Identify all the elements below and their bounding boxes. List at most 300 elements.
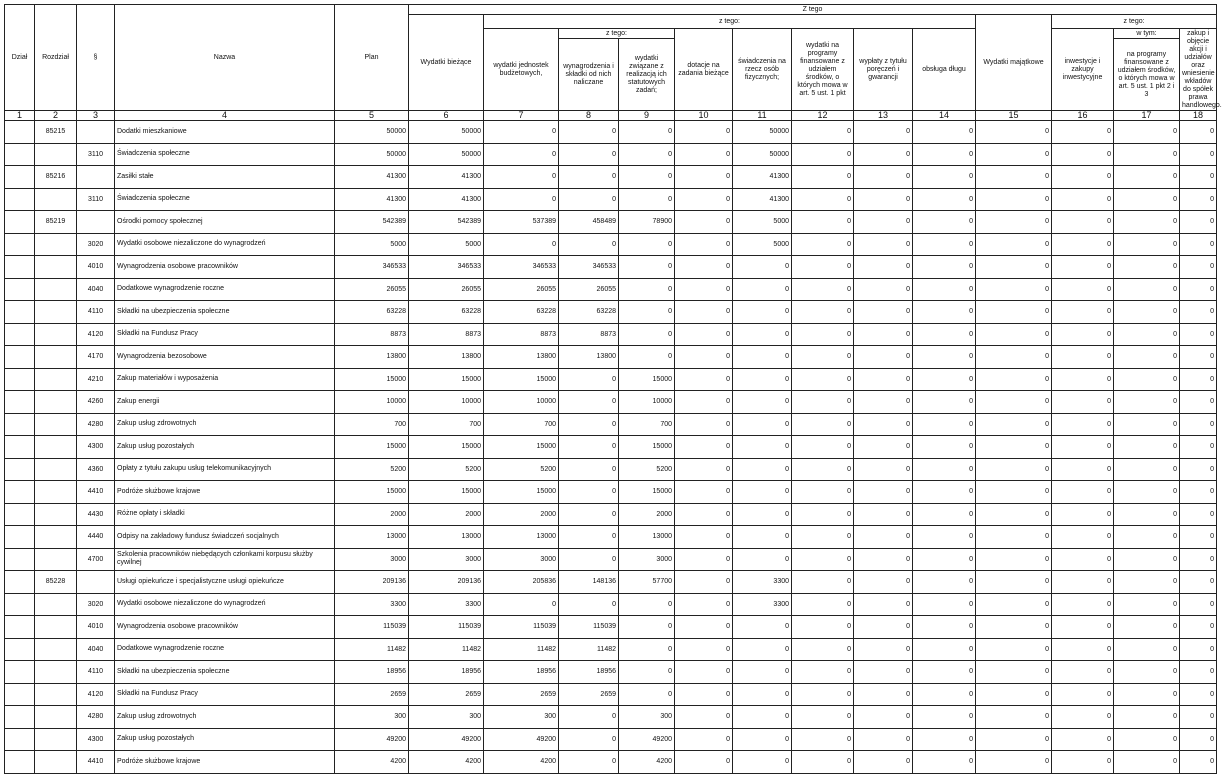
cell-value: 0	[792, 616, 854, 639]
cell-dzial	[5, 166, 35, 189]
column-number: 9	[619, 111, 675, 121]
column-number: 1	[5, 111, 35, 121]
cell-nazwa: Zakup materiałów i wyposażenia	[115, 368, 335, 391]
cell-value: 0	[733, 323, 792, 346]
cell-value: 0	[792, 571, 854, 594]
cell-rozdzial	[35, 458, 77, 481]
cell-value: 0	[1180, 413, 1217, 436]
cell-value: 0	[1180, 436, 1217, 459]
cell-value: 0	[792, 593, 854, 616]
cell-value: 0	[675, 458, 733, 481]
cell-value: 0	[792, 188, 854, 211]
table-row	[5, 121, 1217, 144]
cell-rozdzial: 85215	[35, 121, 77, 144]
cell-dzial	[5, 548, 35, 571]
cell-value: 2659	[559, 683, 619, 706]
cell-value: 0	[792, 278, 854, 301]
cell-dzial	[5, 368, 35, 391]
cell-value: 0	[733, 458, 792, 481]
cell-value: 0	[1052, 346, 1114, 369]
cell-rozdzial	[35, 526, 77, 549]
cell-value: 0	[913, 166, 976, 189]
cell-value: 0	[913, 121, 976, 144]
cell-value: 11482	[335, 638, 409, 661]
cell-value: 13000	[409, 526, 484, 549]
cell-value: 0	[1180, 458, 1217, 481]
cell-value: 0	[792, 751, 854, 774]
table-row	[5, 278, 1217, 301]
cell-value: 0	[913, 278, 976, 301]
column-number: 18	[1180, 111, 1217, 121]
cell-nazwa: Wynagrodzenia osobowe pracowników	[115, 616, 335, 639]
table-row	[5, 503, 1217, 526]
cell-value: 0	[913, 413, 976, 436]
cell-paragraf: 4260	[77, 391, 115, 414]
header-z-tego-top: Z tego	[409, 5, 1217, 15]
column-number: 5	[335, 111, 409, 121]
cell-value: 0	[675, 436, 733, 459]
cell-value: 0	[1052, 751, 1114, 774]
cell-value: 537389	[484, 211, 559, 234]
cell-value: 0	[1180, 166, 1217, 189]
cell-value: 0	[675, 481, 733, 504]
cell-value: 0	[1180, 188, 1217, 211]
cell-value: 346533	[409, 256, 484, 279]
cell-rozdzial	[35, 593, 77, 616]
cell-value: 0	[976, 436, 1052, 459]
cell-value: 0	[1180, 526, 1217, 549]
cell-value: 0	[854, 503, 913, 526]
cell-value: 2000	[409, 503, 484, 526]
table-row	[5, 751, 1217, 774]
cell-value: 0	[484, 143, 559, 166]
column-number: 11	[733, 111, 792, 121]
cell-nazwa: Wydatki osobowe niezaliczone do wynagrodzeń	[115, 593, 335, 616]
cell-value: 11482	[484, 638, 559, 661]
header-akcje: zakup i objęcie akcji i udziałów oraz wniesienie wkładów do spółek prawa handlowego.	[1180, 29, 1217, 111]
cell-value: 0	[854, 706, 913, 729]
cell-value: 0	[1114, 233, 1180, 256]
cell-value: 700	[484, 413, 559, 436]
cell-paragraf: 4120	[77, 683, 115, 706]
cell-value: 0	[559, 188, 619, 211]
cell-value: 0	[733, 256, 792, 279]
cell-value: 15000	[335, 481, 409, 504]
cell-rozdzial	[35, 346, 77, 369]
cell-value: 0	[559, 413, 619, 436]
column-number: 6	[409, 111, 484, 121]
cell-value: 3000	[484, 548, 559, 571]
cell-value: 0	[1180, 503, 1217, 526]
cell-value: 0	[913, 346, 976, 369]
cell-value: 0	[1180, 323, 1217, 346]
cell-value: 0	[792, 323, 854, 346]
cell-value: 0	[854, 391, 913, 414]
cell-value: 0	[976, 616, 1052, 639]
cell-value: 700	[619, 413, 675, 436]
cell-nazwa: Dodatkowe wynagrodzenie roczne	[115, 278, 335, 301]
header-rozdzial: Rozdział	[35, 5, 77, 111]
cell-value: 115039	[409, 616, 484, 639]
cell-rozdzial	[35, 188, 77, 211]
cell-value: 5000	[335, 233, 409, 256]
cell-value: 0	[854, 256, 913, 279]
cell-nazwa: Zakup usług zdrowotnych	[115, 706, 335, 729]
cell-value: 115039	[559, 616, 619, 639]
cell-value: 0	[484, 166, 559, 189]
cell-value: 26055	[484, 278, 559, 301]
cell-value: 0	[675, 211, 733, 234]
cell-value: 0	[792, 391, 854, 414]
cell-dzial	[5, 661, 35, 684]
cell-rozdzial	[35, 256, 77, 279]
cell-value: 0	[854, 166, 913, 189]
cell-rozdzial	[35, 706, 77, 729]
header-zadania-statutowe: wydatki związane z realizacją ich statutowych zadań;	[619, 39, 675, 111]
cell-value: 5000	[733, 233, 792, 256]
table-row	[5, 638, 1217, 661]
cell-value: 15000	[335, 368, 409, 391]
cell-value: 0	[913, 638, 976, 661]
cell-value: 41300	[409, 166, 484, 189]
cell-value: 0	[1114, 661, 1180, 684]
cell-value: 0	[792, 413, 854, 436]
cell-paragraf	[77, 571, 115, 594]
cell-value: 0	[976, 593, 1052, 616]
cell-nazwa: Zakup usług pozostałych	[115, 436, 335, 459]
cell-value: 0	[854, 683, 913, 706]
cell-value: 13800	[409, 346, 484, 369]
cell-value: 11482	[559, 638, 619, 661]
cell-value: 0	[733, 436, 792, 459]
cell-value: 0	[559, 436, 619, 459]
cell-value: 0	[1114, 188, 1180, 211]
cell-value: 0	[792, 436, 854, 459]
cell-value: 0	[619, 301, 675, 324]
cell-paragraf: 4110	[77, 301, 115, 324]
cell-value: 0	[675, 323, 733, 346]
table-row	[5, 548, 1217, 571]
cell-value: 0	[913, 143, 976, 166]
table-row	[5, 346, 1217, 369]
cell-value: 78900	[619, 211, 675, 234]
header-nazwa: Nazwa	[115, 5, 335, 111]
cell-value: 0	[976, 683, 1052, 706]
cell-value: 0	[559, 481, 619, 504]
cell-value: 0	[559, 503, 619, 526]
cell-value: 0	[675, 166, 733, 189]
cell-value: 0	[913, 301, 976, 324]
cell-value: 18956	[559, 661, 619, 684]
cell-value: 50000	[335, 143, 409, 166]
header-wydatki-biezace: Wydatki bieżące	[409, 15, 484, 111]
cell-value: 0	[1052, 233, 1114, 256]
cell-value: 0	[675, 256, 733, 279]
cell-value: 0	[1114, 256, 1180, 279]
cell-paragraf: 4170	[77, 346, 115, 369]
budget-document	[4, 4, 1222, 774]
cell-value: 15000	[335, 436, 409, 459]
cell-value: 0	[1114, 211, 1180, 234]
cell-value: 0	[792, 638, 854, 661]
cell-value: 0	[792, 256, 854, 279]
cell-paragraf: 4280	[77, 706, 115, 729]
cell-value: 18956	[484, 661, 559, 684]
cell-rozdzial	[35, 616, 77, 639]
cell-value: 3300	[409, 593, 484, 616]
cell-value: 0	[913, 616, 976, 639]
cell-value: 41300	[335, 188, 409, 211]
cell-value: 15000	[409, 481, 484, 504]
cell-value: 0	[1180, 661, 1217, 684]
cell-value: 50000	[733, 143, 792, 166]
cell-value: 2659	[484, 683, 559, 706]
cell-value: 0	[854, 188, 913, 211]
cell-value: 0	[913, 751, 976, 774]
cell-value: 0	[792, 368, 854, 391]
cell-value: 300	[619, 706, 675, 729]
cell-value: 0	[1180, 706, 1217, 729]
cell-value: 0	[619, 661, 675, 684]
cell-value: 0	[1180, 571, 1217, 594]
cell-value: 50000	[409, 143, 484, 166]
cell-value: 0	[733, 413, 792, 436]
cell-value: 0	[559, 143, 619, 166]
cell-value: 0	[976, 481, 1052, 504]
cell-value: 0	[913, 661, 976, 684]
table-row	[5, 571, 1217, 594]
cell-value: 0	[854, 413, 913, 436]
cell-value: 50000	[335, 121, 409, 144]
cell-value: 0	[854, 616, 913, 639]
cell-value: 0	[619, 166, 675, 189]
cell-nazwa: Podróże służbowe krajowe	[115, 481, 335, 504]
cell-value: 0	[619, 256, 675, 279]
column-number: 16	[1052, 111, 1114, 121]
cell-dzial	[5, 323, 35, 346]
cell-value: 0	[619, 121, 675, 144]
cell-value: 49200	[619, 728, 675, 751]
cell-value: 0	[1114, 436, 1180, 459]
cell-dzial	[5, 413, 35, 436]
cell-dzial	[5, 188, 35, 211]
cell-value: 0	[854, 751, 913, 774]
cell-value: 300	[484, 706, 559, 729]
cell-dzial	[5, 728, 35, 751]
cell-value: 0	[1180, 638, 1217, 661]
cell-value: 5200	[409, 458, 484, 481]
cell-value: 4200	[619, 751, 675, 774]
cell-dzial	[5, 121, 35, 144]
cell-value: 0	[559, 391, 619, 414]
cell-value: 0	[976, 166, 1052, 189]
cell-rozdzial	[35, 301, 77, 324]
cell-value: 0	[675, 301, 733, 324]
cell-value: 0	[733, 706, 792, 729]
cell-value: 0	[1180, 301, 1217, 324]
cell-rozdzial	[35, 728, 77, 751]
cell-rozdzial	[35, 368, 77, 391]
header-programy-inw: na programy finansowane z udziałem środków, o których mowa w art. 5 ust. 1 pkt 2 i 3	[1114, 39, 1180, 111]
cell-nazwa: Zakup usług pozostałych	[115, 728, 335, 751]
cell-value: 0	[559, 233, 619, 256]
cell-value: 0	[913, 368, 976, 391]
cell-value: 0	[854, 638, 913, 661]
cell-value: 0	[1180, 346, 1217, 369]
cell-value: 0	[1052, 683, 1114, 706]
cell-paragraf: 4300	[77, 436, 115, 459]
cell-rozdzial	[35, 683, 77, 706]
cell-rozdzial: 85216	[35, 166, 77, 189]
table-row	[5, 188, 1217, 211]
cell-rozdzial	[35, 548, 77, 571]
cell-dzial	[5, 593, 35, 616]
cell-value: 0	[1114, 751, 1180, 774]
cell-value: 0	[854, 346, 913, 369]
cell-value: 0	[976, 571, 1052, 594]
cell-value: 0	[976, 751, 1052, 774]
cell-value: 3000	[335, 548, 409, 571]
cell-value: 50000	[733, 121, 792, 144]
cell-value: 0	[1052, 571, 1114, 594]
table-row	[5, 706, 1217, 729]
cell-nazwa: Zakup energii	[115, 391, 335, 414]
cell-value: 49200	[484, 728, 559, 751]
cell-value: 0	[733, 751, 792, 774]
cell-value: 0	[733, 548, 792, 571]
cell-value: 0	[619, 616, 675, 639]
cell-value: 0	[675, 346, 733, 369]
cell-dzial	[5, 211, 35, 234]
cell-value: 15000	[484, 368, 559, 391]
cell-value: 0	[675, 121, 733, 144]
cell-dzial	[5, 503, 35, 526]
cell-dzial	[5, 683, 35, 706]
cell-value: 0	[1180, 143, 1217, 166]
cell-nazwa: Szkolenia pracowników niebędących członkami korpusu służby cywilnej	[115, 548, 335, 571]
cell-value: 0	[792, 346, 854, 369]
header-z-tego-jednostek: z tego:	[559, 29, 675, 39]
cell-nazwa: Wynagrodzenia bezosobowe	[115, 346, 335, 369]
cell-value: 0	[1114, 278, 1180, 301]
cell-value: 0	[976, 728, 1052, 751]
cell-value: 346533	[335, 256, 409, 279]
cell-value: 0	[976, 323, 1052, 346]
cell-value: 8873	[559, 323, 619, 346]
header-z-tego-biezace: z tego:	[484, 15, 976, 29]
cell-value: 0	[854, 661, 913, 684]
cell-value: 0	[1180, 121, 1217, 144]
cell-value: 0	[792, 503, 854, 526]
cell-value: 205836	[484, 571, 559, 594]
cell-value: 0	[1180, 256, 1217, 279]
column-number: 10	[675, 111, 733, 121]
cell-value: 0	[1180, 616, 1217, 639]
cell-value: 0	[913, 683, 976, 706]
cell-value: 0	[1052, 413, 1114, 436]
cell-value: 0	[913, 458, 976, 481]
cell-paragraf: 4700	[77, 548, 115, 571]
cell-value: 0	[1114, 166, 1180, 189]
cell-value: 0	[1052, 391, 1114, 414]
cell-value: 0	[1052, 368, 1114, 391]
cell-nazwa: Dodatkowe wynagrodzenie roczne	[115, 638, 335, 661]
cell-value: 0	[1052, 458, 1114, 481]
cell-value: 0	[1180, 728, 1217, 751]
cell-value: 0	[675, 188, 733, 211]
budget-table	[4, 4, 1222, 774]
cell-value: 542389	[335, 211, 409, 234]
cell-value: 0	[1180, 368, 1217, 391]
cell-paragraf: 4430	[77, 503, 115, 526]
cell-value: 0	[854, 278, 913, 301]
cell-paragraf: 4300	[77, 728, 115, 751]
cell-value: 0	[792, 301, 854, 324]
header-swiadczenia: świadczenia na rzecz osób fizycznych;	[733, 29, 792, 111]
table-row	[5, 481, 1217, 504]
cell-dzial	[5, 391, 35, 414]
cell-value: 0	[976, 368, 1052, 391]
cell-nazwa: Świadczenia społeczne	[115, 188, 335, 211]
header-w-tym: w tym:	[1114, 29, 1180, 39]
cell-value: 0	[733, 481, 792, 504]
cell-value: 0	[559, 458, 619, 481]
cell-value: 0	[675, 548, 733, 571]
cell-value: 26055	[409, 278, 484, 301]
cell-value: 8873	[335, 323, 409, 346]
cell-value: 0	[792, 706, 854, 729]
cell-value: 4200	[409, 751, 484, 774]
header-wydatki-majatkowe: Wydatki majątkowe	[976, 15, 1052, 111]
cell-value: 4200	[484, 751, 559, 774]
cell-value: 3300	[733, 571, 792, 594]
cell-paragraf: 4440	[77, 526, 115, 549]
cell-nazwa: Ośrodki pomocy społecznej	[115, 211, 335, 234]
cell-value: 0	[559, 593, 619, 616]
header-wydatki-jednostek: wydatki jednostek budżetowych,	[484, 29, 559, 111]
cell-value: 0	[976, 346, 1052, 369]
cell-value: 26055	[559, 278, 619, 301]
cell-value: 0	[675, 143, 733, 166]
table-row	[5, 683, 1217, 706]
cell-dzial	[5, 301, 35, 324]
cell-dzial	[5, 346, 35, 369]
cell-value: 0	[854, 121, 913, 144]
cell-paragraf: 4120	[77, 323, 115, 346]
cell-value: 300	[335, 706, 409, 729]
cell-value: 0	[913, 548, 976, 571]
cell-value: 0	[675, 728, 733, 751]
cell-value: 0	[675, 278, 733, 301]
cell-rozdzial	[35, 481, 77, 504]
cell-value: 0	[976, 413, 1052, 436]
cell-value: 5200	[484, 458, 559, 481]
cell-value: 0	[733, 368, 792, 391]
cell-value: 0	[1052, 188, 1114, 211]
cell-value: 0	[1114, 593, 1180, 616]
cell-value: 0	[854, 323, 913, 346]
cell-value: 41300	[733, 166, 792, 189]
header-plan: Plan	[335, 5, 409, 111]
cell-value: 13800	[335, 346, 409, 369]
cell-value: 26055	[335, 278, 409, 301]
cell-value: 10000	[409, 391, 484, 414]
cell-value: 0	[675, 368, 733, 391]
cell-value: 0	[854, 481, 913, 504]
cell-nazwa: Odpisy na zakładowy fundusz świadczeń socjalnych	[115, 526, 335, 549]
cell-value: 3000	[409, 548, 484, 571]
cell-value: 10000	[484, 391, 559, 414]
